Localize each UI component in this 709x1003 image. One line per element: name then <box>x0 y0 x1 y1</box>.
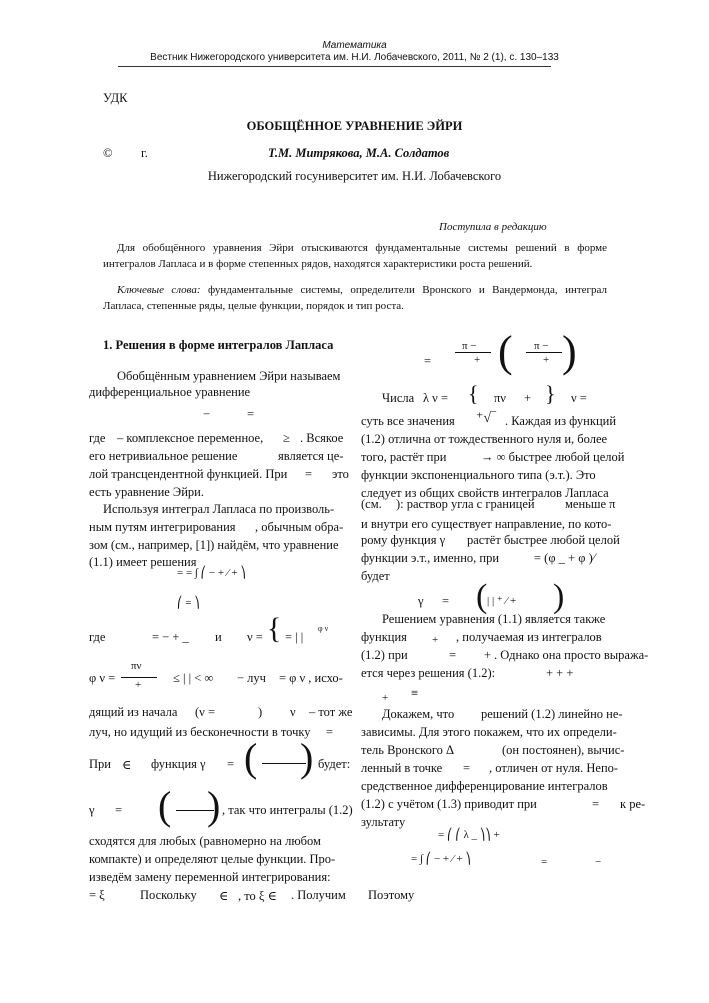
right-text-fragment: → ∞ быстрее любой целой <box>481 450 625 464</box>
year-abbrev: г. <box>141 146 148 160</box>
big-paren-close: ) <box>300 735 314 780</box>
left-text-line: сходятся для любых (равномерно на любом <box>89 834 321 848</box>
equation-symbol: − <box>203 407 211 421</box>
right-text-fragment: функции э.т., именно, при <box>361 551 500 565</box>
right-text-fragment: + <box>524 391 532 405</box>
left-text-fragment: ∈ <box>219 889 229 903</box>
right-text-line: будет <box>361 569 390 583</box>
authors: Т.М. Митрякова, М.А. Солдатов <box>268 146 450 160</box>
left-text-fragment: ∈ <box>122 758 132 772</box>
left-text-fragment: , так что интегралы (1.2) <box>222 803 353 817</box>
left-text-fragment: где <box>89 630 106 644</box>
udk-label: УДК <box>103 91 128 105</box>
right-text-fragment: (1.2) при <box>361 648 408 662</box>
equation-1-3: ⎛ = ⎞ <box>177 597 200 609</box>
right-text-line: Решением уравнения (1.1) является также <box>382 612 606 626</box>
right-text-fragment: πν <box>494 391 506 405</box>
left-text-fragment: луч, но идущий из бесконечности в точку <box>89 725 311 739</box>
journal-section: Математика <box>322 40 387 51</box>
big-paren-close: ) <box>562 327 577 376</box>
left-text-fragment: = <box>326 725 334 739</box>
right-text-fragment: + <box>382 692 389 704</box>
copyright-sign: © <box>103 146 113 160</box>
right-text-fragment: ленный в точке <box>361 761 443 775</box>
equation-fragment: | | ⁺ ⁄ + <box>487 595 517 607</box>
left-text-fragment: будет: <box>318 757 351 771</box>
left-text-fragment: – тот же <box>309 705 353 719</box>
right-text-fragment: решений (1.2) линейно не- <box>481 707 623 721</box>
left-text-fragment: его нетривиальное решение <box>89 449 238 463</box>
brace-close: } <box>545 381 556 406</box>
right-text-fragment: Докажем, что <box>382 707 455 721</box>
left-text-fragment: = ξ <box>89 888 105 902</box>
received-label: Поступила в редакцию <box>439 221 547 233</box>
left-text-line: Обобщённым уравнением Эйри называем <box>117 369 341 383</box>
right-text-line: и внутри его существует направление, по кото- <box>361 517 612 531</box>
root-sign: ⁺√‾ <box>476 411 496 426</box>
equation-fragment: + <box>543 354 550 366</box>
right-text-fragment: тель Вронского Δ <box>361 743 455 757</box>
left-text-fragment: ным путям интегрирования <box>89 520 236 534</box>
keywords-paragraph <box>103 283 607 314</box>
right-text-fragment: . Однако она просто выража- <box>494 648 649 662</box>
left-text-fragment: = φ ν , исхо- <box>279 671 343 685</box>
right-text-fragment: ≡ <box>411 686 419 700</box>
left-text-fragment: ν = <box>247 630 263 644</box>
section-heading: 1. Решения в форме интегралов Лапласа <box>103 338 334 352</box>
brace-left: { <box>267 612 282 645</box>
left-text-line: дифференциальное уравнение <box>89 385 251 399</box>
equation-fragment: + <box>474 354 481 366</box>
left-text-fragment: это <box>332 467 349 481</box>
right-text-fragment: Числа <box>382 391 415 405</box>
left-text-line: зом (см., например, [1]) найдём, что уравнение <box>89 538 339 552</box>
right-text-fragment: растёт быстрее любой целой <box>467 533 620 547</box>
left-text-fragment: При <box>89 757 111 771</box>
left-text-fragment: , то ξ ∈ <box>238 889 277 903</box>
big-paren-open: ( <box>498 327 513 376</box>
left-text-fragment: − луч <box>237 671 266 685</box>
equation-fragment: π − <box>462 340 477 352</box>
right-text-fragment: рому функция γ <box>361 533 446 547</box>
right-text-line: зультату <box>361 815 406 829</box>
left-text-fragment: φ ν <box>318 624 329 633</box>
left-text-fragment: = | | <box>285 630 304 644</box>
left-text-fragment: ) <box>258 705 263 719</box>
left-text-fragment: = − + _ <box>152 630 189 644</box>
fraction-bar <box>121 677 157 678</box>
big-paren-open: ( <box>158 783 172 828</box>
abstract: Для обобщённого уравнения Эйри отыскиваются фундаментальные системы решений в форме интегралов Лапласа и в форме степенных рядов, находятся характеристики роста решений. <box>103 242 607 270</box>
left-text-fragment: функция γ <box>151 757 206 771</box>
left-text-fragment: ≥ <box>283 431 290 445</box>
right-text-line: следует из общих свойств интегралов Лапласа <box>361 486 609 500</box>
big-paren-close: ) <box>207 783 221 828</box>
fraction-numerator: πν <box>131 660 142 672</box>
right-text-line: средственное дифференцирование интегралов <box>361 779 608 793</box>
right-text-line: Поэтому <box>368 888 415 902</box>
equation-1-2: = = ∫ ⎛ − + ⁄ + ⎞ <box>177 567 246 579</box>
right-text-fragment: = <box>442 594 450 608</box>
left-text-fragment: = <box>227 757 235 771</box>
journal-reference: Вестник Нижегородского университета им. Н.И. Лобачевского, 2011, № 2 (1), с. 130–133 <box>150 52 559 63</box>
left-text-fragment: лой трансцендентной функцией. При <box>89 467 288 481</box>
left-text-fragment: ν <box>290 705 296 719</box>
right-text-line: зависимы. Для этого покажем, что их определи- <box>361 725 617 739</box>
keywords-list: фундаментальные системы, определители Вронского и Вандермонда, интеграл Лапласа, степенные ряды, целые функции, порядок и тип роста. <box>103 284 608 312</box>
header-rule <box>118 66 551 67</box>
fraction-bar <box>455 352 491 353</box>
right-text-fragment: . Каждая из функций <box>505 414 617 428</box>
left-text-fragment: φ ν = <box>89 671 116 685</box>
right-text-fragment: , отличен от нуля. Непо- <box>489 761 619 775</box>
left-text-fragment: = <box>115 803 123 817</box>
left-text-line: Используя интеграл Лапласа по произволь- <box>103 502 335 516</box>
right-text-fragment: меньше π <box>565 497 616 511</box>
left-text-line: (1.1) имеет решения <box>89 555 197 569</box>
left-text-line: компакте) и определяют целые функции. Про- <box>89 852 336 866</box>
left-text-fragment: γ <box>89 803 95 817</box>
equation-symbol: = <box>424 354 432 368</box>
right-text-fragment: , получаемая из интегралов <box>456 630 602 644</box>
right-text-fragment: = (φ _ + φ )⁄ <box>534 551 595 565</box>
equation-symbol: − <box>595 856 602 868</box>
paper-title: ОБОБЩЁННОЕ УРАВНЕНИЕ ЭЙРИ <box>246 119 463 133</box>
right-text-fragment: функция <box>361 630 407 644</box>
right-text-fragment: = <box>449 648 457 662</box>
fraction-denominator: + <box>135 679 142 691</box>
right-text-line: функции экспоненциального типа (э.т.). Это <box>361 468 596 482</box>
right-text-fragment: ν = <box>571 391 587 405</box>
left-text-fragment: Поскольку <box>140 888 197 902</box>
right-text-fragment: ): раствор угла с границей <box>396 497 535 511</box>
right-text-fragment: + <box>432 634 439 646</box>
equation-symbol: = <box>541 856 548 868</box>
right-text-fragment: γ <box>418 594 424 608</box>
right-text-fragment: того, растёт при <box>361 450 447 464</box>
left-text-line: изведём замену переменной интегрирования: <box>89 870 331 884</box>
left-text-fragment: дящий из начала <box>89 705 178 719</box>
right-text-line: (1.2) отлична от тождественного нуля и, более <box>361 432 608 446</box>
right-text-fragment: (1.2) с учётом (1.3) приводит при <box>361 797 537 811</box>
right-text-fragment: (см. <box>361 497 382 511</box>
left-text-fragment: . Получим <box>291 888 346 902</box>
right-text-fragment: к ре- <box>620 797 646 811</box>
big-paren-open: ( <box>476 578 488 615</box>
right-text-fragment: ется через решения (1.2): <box>361 666 496 680</box>
left-text-fragment: , обычным обра- <box>255 520 344 534</box>
equation-fragment: π − <box>534 340 549 352</box>
equation-1-5: = ∫ ⎛ − + ⁄ + ⎞ <box>411 853 471 865</box>
left-text-fragment: является це- <box>278 449 344 463</box>
affiliation: Нижегородский госуниверситет им. Н.И. Лобачевского <box>207 169 502 183</box>
right-text-fragment: + + + <box>546 666 574 680</box>
left-text-fragment: ≤ | | < ∞ <box>173 671 214 685</box>
left-text-fragment: где <box>89 431 106 445</box>
equation-symbol: = <box>247 407 255 421</box>
brace-open: { <box>468 381 479 406</box>
left-text-fragment: – комплексное переменное, <box>117 431 264 445</box>
fraction-bar <box>526 352 562 353</box>
right-text-fragment: суть все значения <box>361 414 455 428</box>
right-text-fragment: (он постоянен), вычис- <box>502 743 625 757</box>
left-text-fragment: = <box>305 467 313 481</box>
equation-1-4: = ⎛ ⎛ λ _ ⎞⎞ + <box>438 829 500 841</box>
left-text-fragment: . Всякое <box>300 431 344 445</box>
keywords-label: Ключевые слова: <box>117 284 201 296</box>
left-text-fragment: (ν = <box>195 705 215 719</box>
left-text-fragment: и <box>215 630 222 644</box>
right-text-fragment: = <box>592 797 600 811</box>
left-text-line: есть уравнение Эйри. <box>89 485 204 499</box>
big-paren-close: ) <box>553 578 565 615</box>
right-text-fragment: λ ν = <box>423 391 449 405</box>
big-paren-open: ( <box>244 735 258 780</box>
right-text-fragment: + <box>484 648 492 662</box>
right-text-fragment: = <box>463 761 471 775</box>
